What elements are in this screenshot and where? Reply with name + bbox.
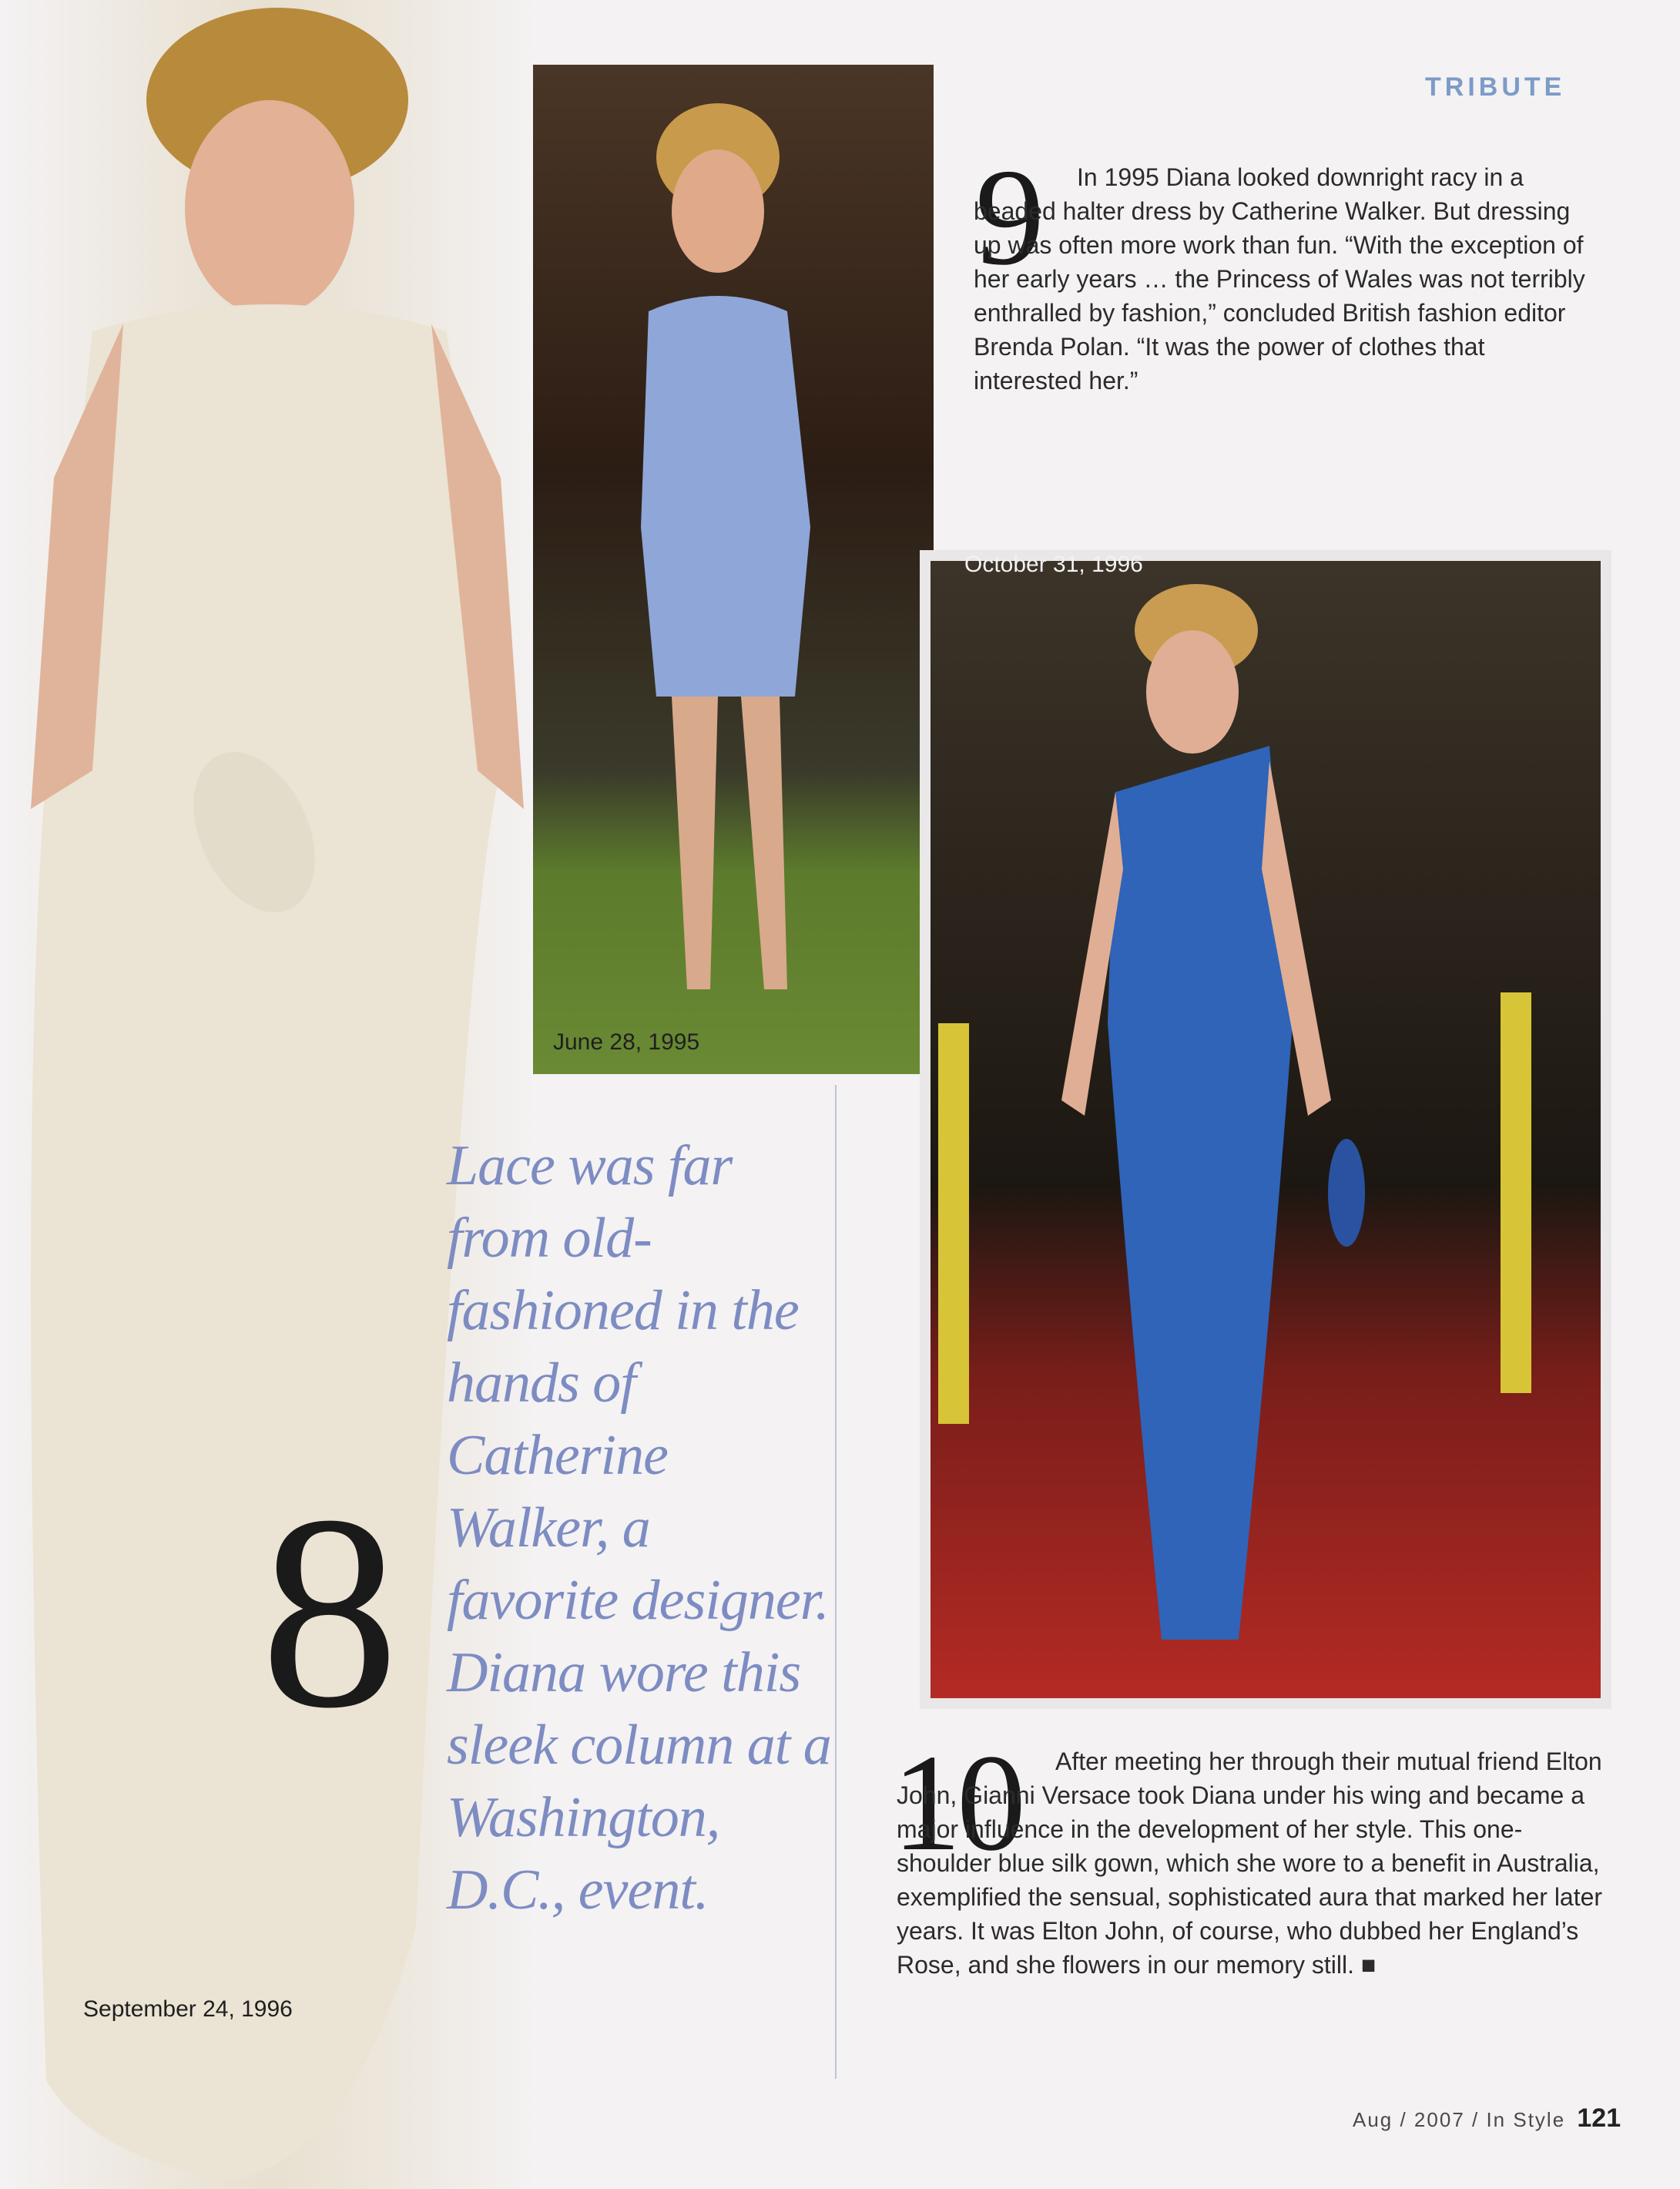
drop-cap-number-9: 9 (975, 140, 1045, 294)
item-10-paragraph: After meeting her through their mutual friend Elton John, Gianni Versace took Diana under his wing and became a major influence in the development of her style. This one-shoulder blue silk gown, which she wore to a benefit in Australia, exemplified the sensual, sophisticated aura that marked her later years. It was Elton John, of course, who dubbed her England’s Rose, and she flowers in our memory still. ■ (897, 1748, 1603, 1979)
halter-dress-figure-illustration (533, 65, 934, 1074)
one-shoulder-gown-figure-illustration (931, 561, 1601, 1698)
photo-blue-one-shoulder-gown (920, 550, 1611, 1709)
footer-issue-info: Aug / 2007 / In Style (1353, 2108, 1566, 2131)
drop-cap-number-8: 8 (260, 1458, 399, 1765)
photo-blue-halter-dress (533, 65, 934, 1074)
page-footer (1353, 2103, 1621, 2134)
item-9-paragraph: In 1995 Diana looked downright racy in a beaded halter dress by Catherine Walker. But dressing up was often more work than fun. “With the exception of her early years … the Princess of Wales was not terribly enthralled by fashion,” concluded British fashion editor Brenda Polan. “It was the power of clothes that interested her.” (974, 163, 1585, 394)
caption-one-shoulder-photo-date: October 31, 1996 (964, 552, 1143, 577)
item-8-pullquote: Lace was far from old-fashioned in the hands of Catherine Walker, a favorite designer. Diana wore this sleek column at a Washington, D.C., event. (447, 1134, 831, 1922)
page-number: 121 (1577, 2103, 1621, 2133)
drop-cap-number-10: 10 (892, 1726, 1021, 1879)
section-label: TRIBUTE (1425, 72, 1566, 102)
caption-lace-photo-date: September 24, 1996 (83, 1996, 293, 2022)
pullquote-divider-rule (835, 1085, 837, 2079)
caption-halter-photo-date: June 28, 1995 (553, 1029, 700, 1055)
